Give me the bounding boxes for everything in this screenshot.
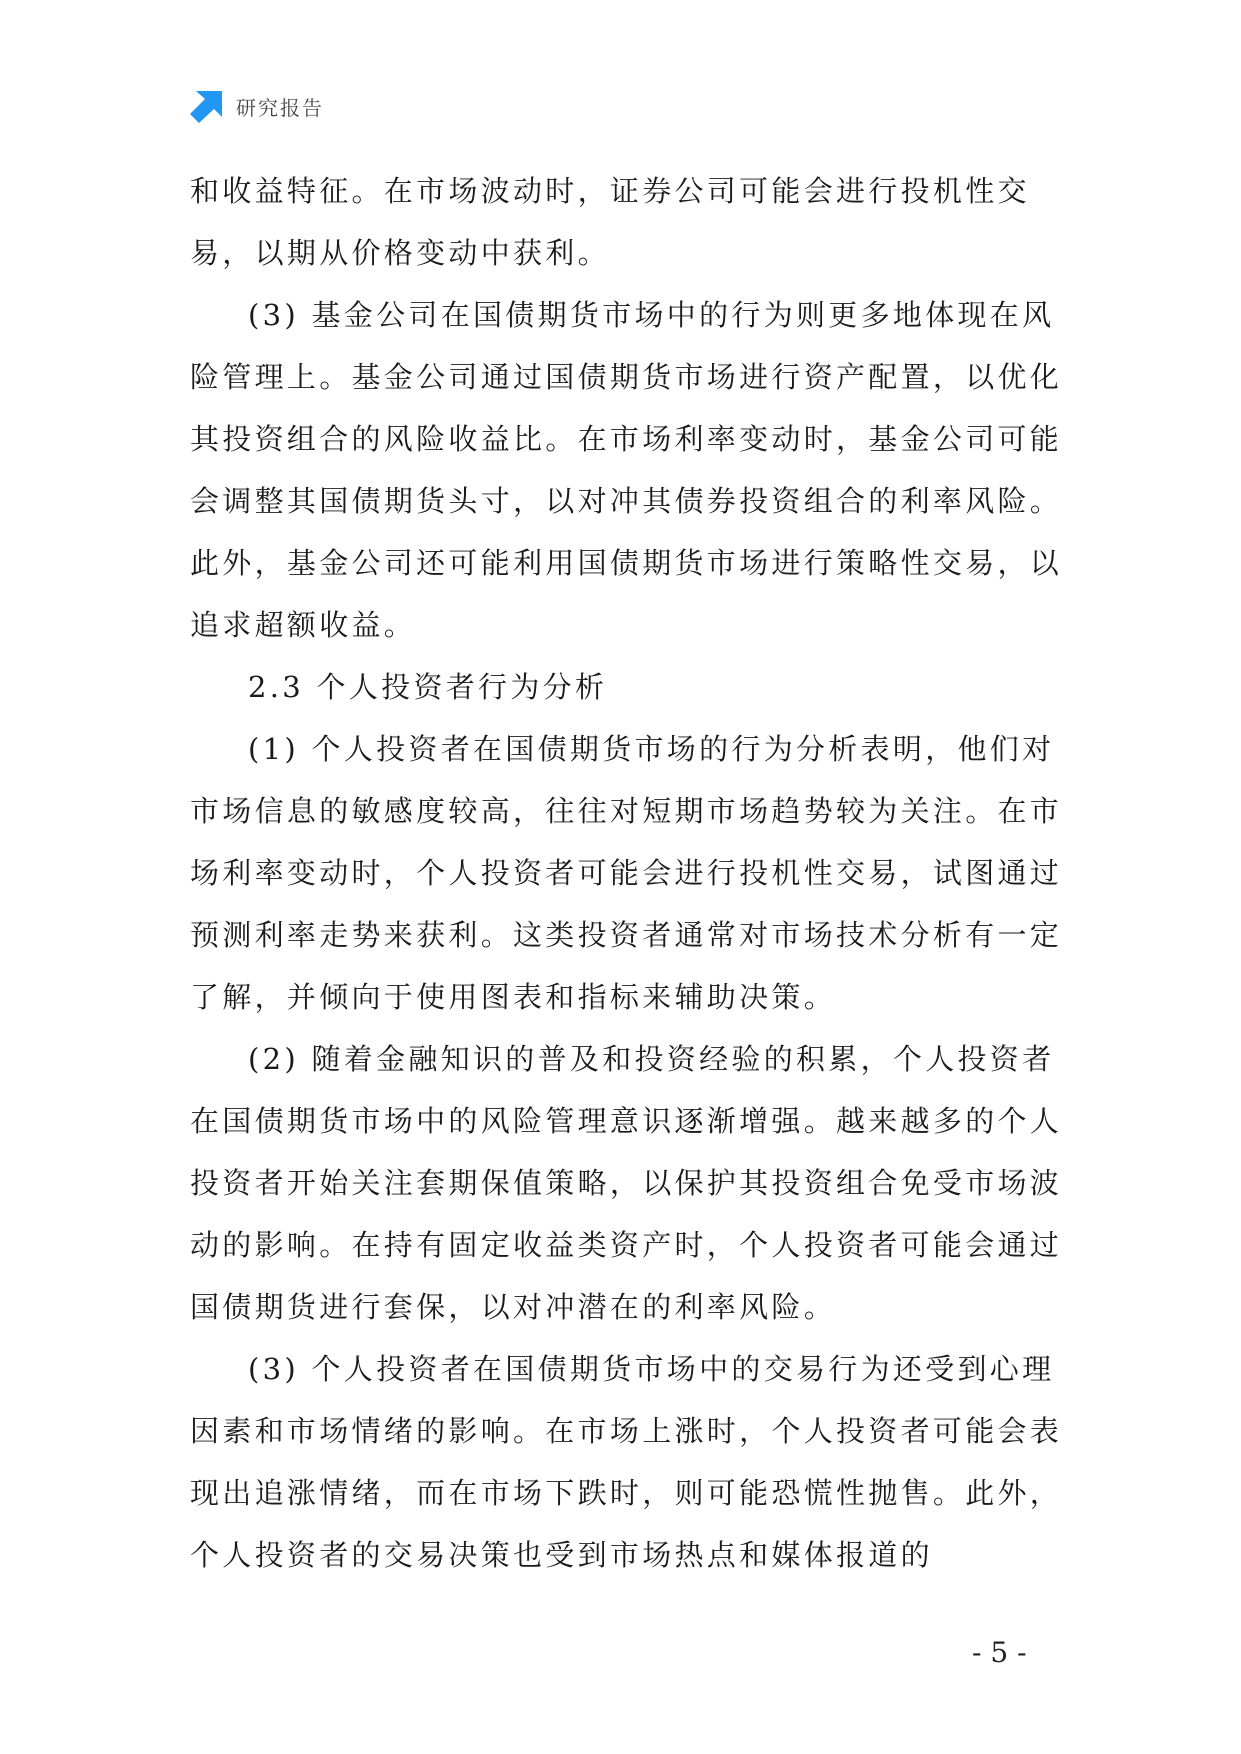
section-heading: 2.3 个人投资者行为分析	[248, 670, 608, 704]
paragraph-continuation: 和收益特征。在市场波动时，证券公司可能会进行投机性交易，以期从价格变动中获利。	[190, 174, 1030, 270]
page-header	[190, 88, 324, 124]
report-label: 研究报告	[236, 95, 324, 120]
paragraph-retail-3: (3) 个人投资者在国债期货市场中的交易行为还受到心理因素和市场情绪的影响。在市场上涨时，个人投资者可能会表现出追涨情绪，而在市场下跌时，则可能恐慌性抛售。此外，个人投资者的交易决策也受到市场热点和媒体报道的	[190, 1352, 1063, 1572]
paragraph-retail-1: (1) 个人投资者在国债期货市场的行为分析表明，他们对市场信息的敏感度较高，往往对短期市场趋势较为关注。在市场利率变动时，个人投资者可能会进行投机性交易，试图通过预测利率走势来获利。这类投资者通常对市场技术分析有一定了解，并倾向于使用图表和指标来辅助决策。	[190, 732, 1063, 1014]
page-number: - 5 -	[972, 1636, 1027, 1669]
paragraph-retail-2: (2) 随着金融知识的普及和投资经验的积累，个人投资者在国债期货市场中的风险管理意识逐渐增强。越来越多的个人投资者开始关注套期保值策略，以保护其投资组合免受市场波动的影响。在持有固定收益类资产时，个人投资者可能会通过国债期货进行套保，以对冲潜在的利率风险。	[190, 1042, 1063, 1324]
arrow-up-right-icon	[190, 89, 224, 123]
paragraph-fund-companies: (3) 基金公司在国债期货市场中的行为则更多地体现在风险管理上。基金公司通过国债期货市场进行资产配置，以优化其投资组合的风险收益比。在市场利率变动时，基金公司可能会调整其国债期货头寸，以对冲其债券投资组合的利率风险。此外，基金公司还可能利用国债期货市场进行策略性交易，以追求超额收益。	[190, 298, 1063, 642]
document-body	[190, 160, 1070, 1586]
